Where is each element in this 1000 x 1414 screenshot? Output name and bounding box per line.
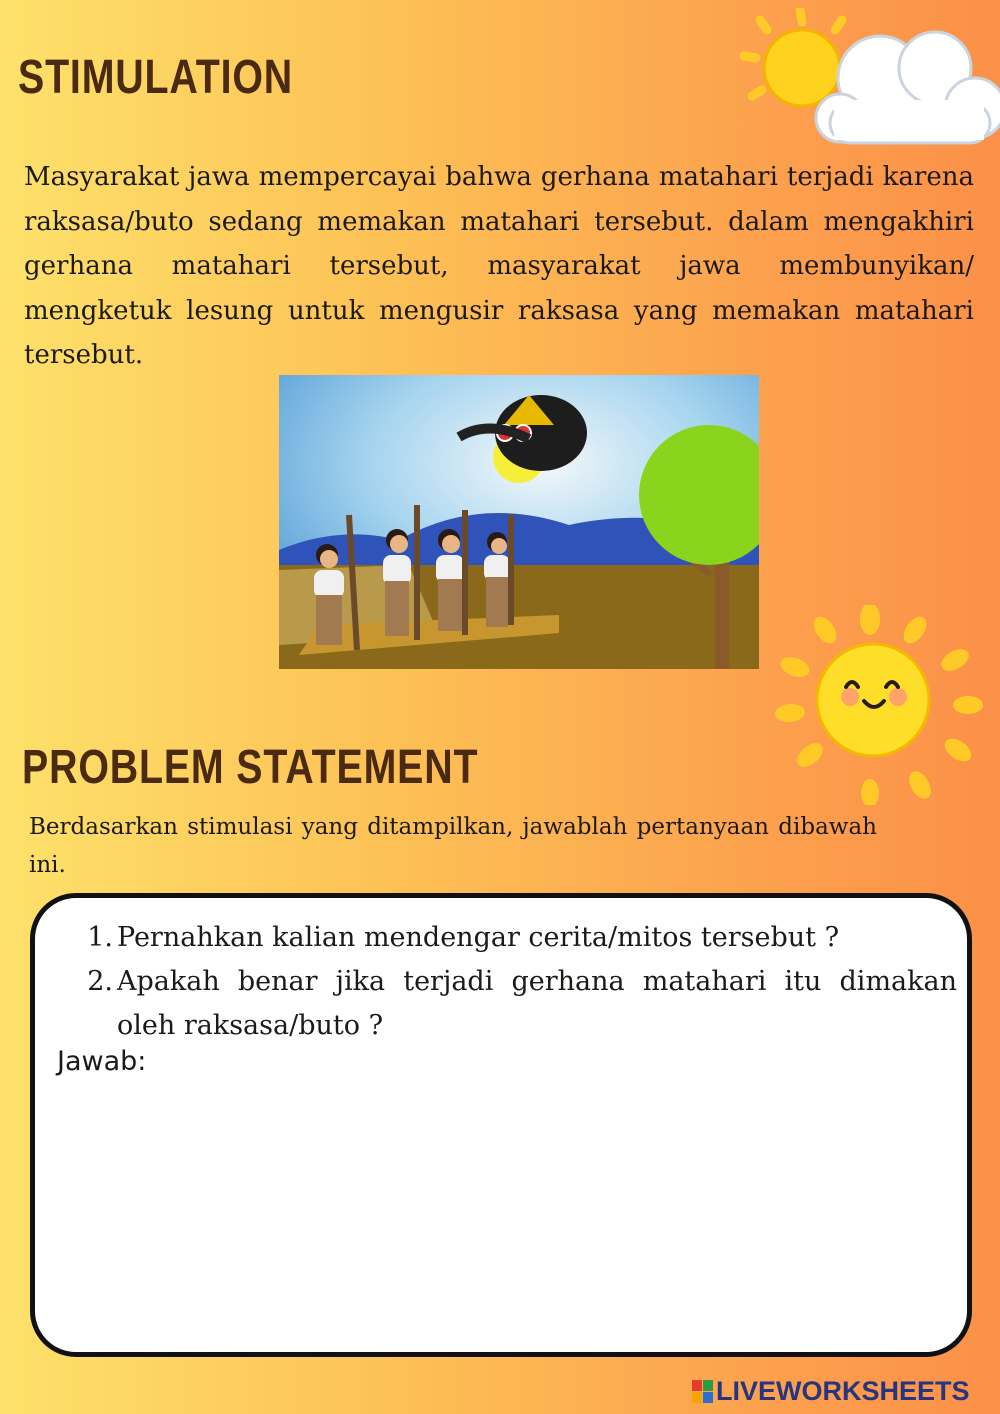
smiling-sun-icon [770, 605, 985, 805]
question-number: 1. [87, 922, 113, 953]
eclipse-illustration [279, 375, 759, 669]
stimulation-paragraph: Masyarakat jawa mempercayai bahwa gerhana matahari terjadi karena raksasa/buto sedang memakan matahari tersebut. dalam mengakhiri gerhana matahari tersebut, masyarakat jawa membunyikan/ mengketuk lesung untuk mengusir raksasa yang memakan matahari tersebut. [24, 162, 974, 370]
question-text: Pernahkan kalian mendengar cerita/mitos tersebut ? [117, 922, 840, 953]
stimulation-heading: STIMULATION [18, 51, 294, 104]
sun-cloud-icon [730, 8, 1000, 158]
liveworksheets-logo-icon [692, 1380, 713, 1403]
brand-name: LIVEWORKSHEETS [716, 1376, 970, 1406]
answer-label: Jawab: [57, 1046, 147, 1077]
question-list [85, 916, 957, 1048]
question-text: Apakah benar jika terjadi gerhana matahari itu dimakan oleh raksasa/buto ? [117, 966, 957, 1041]
problem-instruction: Berdasarkan stimulasi yang ditampilkan, jawablah pertanyaan dibawah ini. [29, 814, 877, 878]
liveworksheets-logo [692, 1376, 970, 1407]
problem-statement-heading: PROBLEM STATEMENT [22, 741, 479, 794]
question-item [85, 916, 957, 960]
answer-box[interactable] [30, 893, 972, 1357]
question-number: 2. [87, 966, 113, 997]
question-item [85, 960, 957, 1048]
